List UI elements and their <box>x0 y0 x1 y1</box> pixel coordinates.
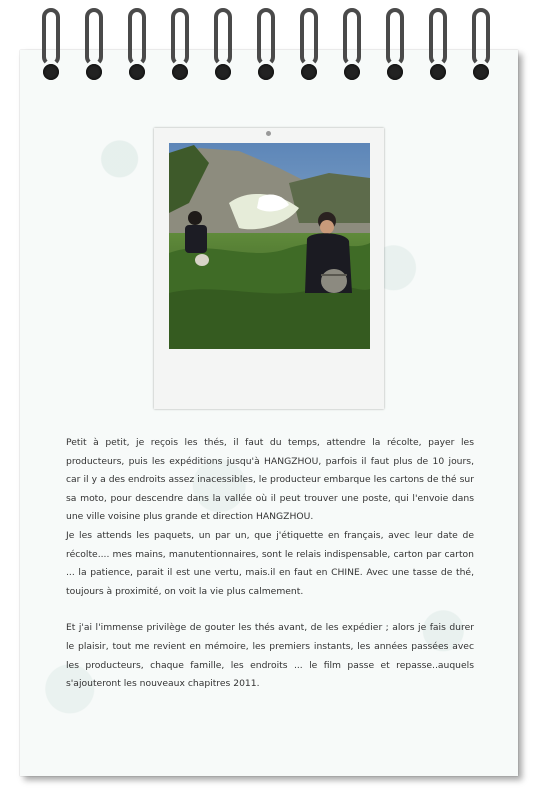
spiral-ring <box>126 8 150 82</box>
polaroid-photo <box>154 128 384 409</box>
spiral-ring <box>427 8 451 82</box>
tea-field-photo <box>169 143 370 349</box>
spiral-ring <box>298 8 322 82</box>
paragraph: Je les attends les paquets, un par un, que j'étiquette en français, avec leur date de récolte.... mes mains, manutentionnaires, sont le relais indispensable, carton par carton ... la patience, parait il est une vertu, mais.il en faut en CHINE. Avec une tasse de thé, toujours à proximité, on voit la vie plus calmement. <box>66 529 474 597</box>
spiral-ring <box>341 8 365 82</box>
spiral-ring <box>255 8 279 82</box>
paragraph: Petit à petit, je reçois les thés, il faut du temps, attendre la récolte, payer les producteurs, puis les expéditions jusqu'à HANGZHOU, parfois il faut plus de 10 jours, car il y a des endroits assez inacessibles, le producteur embarque les cartons de thé sur sa moto, pour descendre dans la vallée où il peut trouver une poste, qui l'envoie dans une ville voisine plus grande et direction HANGZHOU. <box>66 437 474 523</box>
spiral-ring <box>83 8 107 82</box>
spiral-ring <box>384 8 408 82</box>
spiral-ring <box>169 8 193 82</box>
journal-text <box>66 434 474 694</box>
spiral-binding <box>0 0 539 90</box>
pin-icon <box>266 131 271 136</box>
paragraph: Et j'ai l'immense privilège de gouter les thés avant, de les expédier ; alors je fais durer le plaisir, tout me revient en mémoire, les premiers instants, les années passées avec les producteurs, chaque famille, les endroits ... le film passe et repasse..auquels s'ajouteront les nouveaux chapitres 2011. <box>66 622 474 690</box>
spiral-ring <box>212 8 236 82</box>
spiral-ring <box>470 8 494 82</box>
photo-icon <box>169 143 370 349</box>
spiral-ring <box>40 8 64 82</box>
